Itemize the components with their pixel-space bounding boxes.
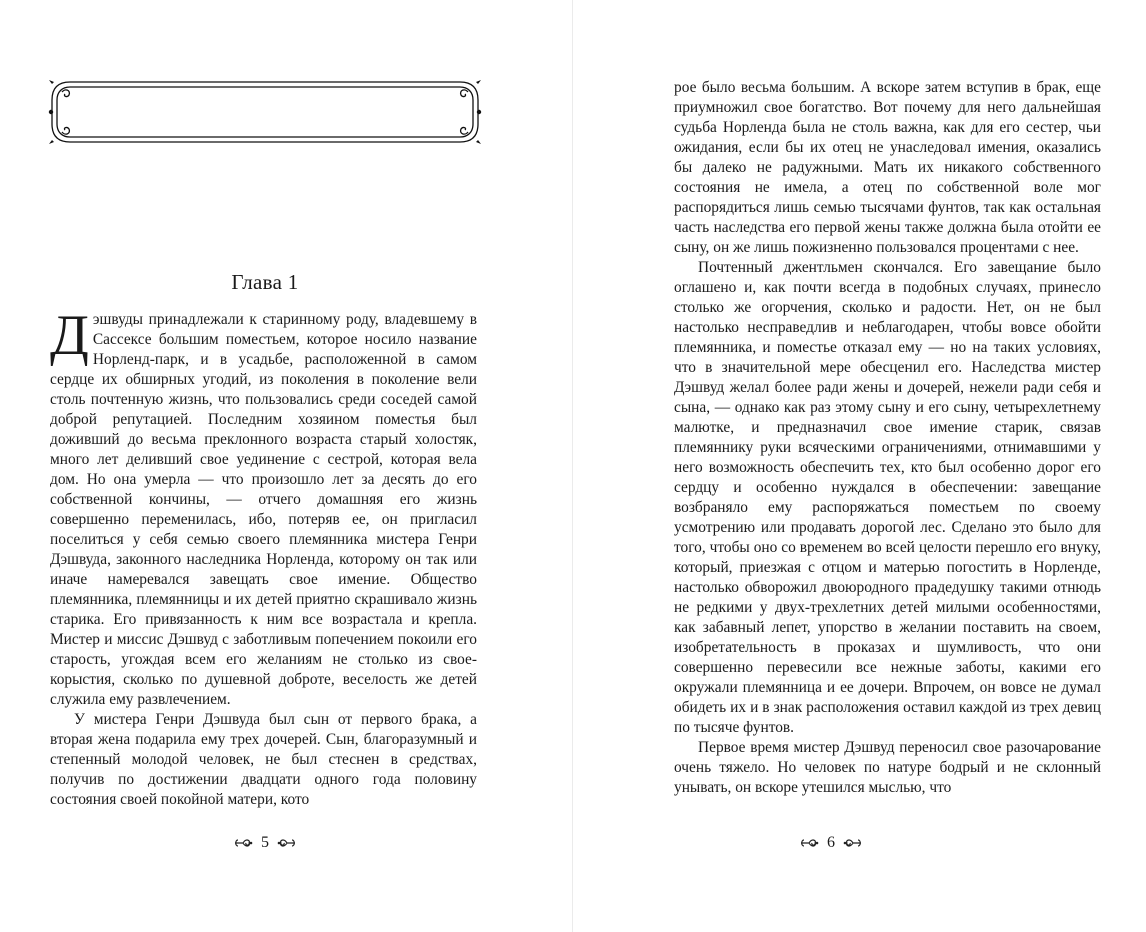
chapter-heading-frame (48, 78, 482, 146)
fleuron-right-icon (843, 836, 863, 850)
chapter-title: Глава 1 (231, 270, 299, 294)
left-page-body (50, 304, 477, 810)
page-number-footer (215, 832, 315, 854)
paragraph: Почтенный джентльмен скончался. Его завещание было оглашено и, как почти всегда в подобных случаях, принесло столько же огорчения, сколько и радости. Нет, он не был настолько несправедлив и неблагодарен, чтобы вовсе обойти племянника, и поместье отказал ему — но на таких условиях, что в значительной мере обесценил его. Наследства мистер Дэшвуд желал более ради жены и дочерей, нежели ради себя и сына, — однако как раз этому сыну и его сыну, четырехлетнему малютке, и предназначил свое имение старик, связав племяннику руки всяческими ограничениями, отнимавшими у него возможность обеспечить тех, кто был особенно дорог его сердцу и особенно нуждался в обеспечении: завещание возбраняло ему распоряжаться поместьем по своему усмотрению или продавать дорогой лес. Сделано это было для того, чтобы оно со временем во всей целости перешло его внуку, который, приезжая с отцом и матерью погостить в Норленде, настолько обворожил двоюродного прадедушку такими отнюдь не редкими у двух-трехлетних детей милыми особенностями, как забавный лепет, упорство в желании поставить на своем, изобретательность в проказах и шумливость, что они совершенно перевесили все нежные заботы, какими его окружали племянница и ее дочери. Впрочем, он вовсе не думал обидеть их и в знак расположения оставил каждой из трех девиц по тысяче фунтов. (674, 259, 1101, 736)
fleuron-left-icon (799, 836, 819, 850)
paragraph-text: эшвуды принадлежали к старинному роду, владевшему в Сассексе большим поместьем, которое носило название Норленд-парк, и в усадьбе, расположенной в самом сердце их обширных угодий, из поколения в поколение вели столь почтенную жизнь, что пользовались среди соседей самой доброй репутацией. Последним хозяином поместья был доживший до весьма преклонного возраста старый холостяк, много лет деливший свое уединение с сестрой, которая вела дом. Но она умерла — что произошло лет за десять до его собственной кончины, — отчего домашняя его жизнь совершенно переменилась, ибо, потеряв ее, он пригласил поселиться у себя семью своего племянника мистера Генри Дэшвуда, законного наследника Норленда, которому он так или иначе намеревался завещать свое имение. Общество племянника, племянницы и их детей приятно скрашивало жизнь старика. Его привязанность к ним все возрастала и крепла. Мистер и миссис Дэшвуд с заботливым попечением покоили его старость, угождая всем его желаниям не столько из своекорыстия, сколько по душевной доброте, веселость же детей служила ему развлечением. (50, 311, 477, 708)
page-number: 5 (261, 834, 269, 851)
right-page-body (674, 78, 1101, 798)
fleuron-right-icon (277, 836, 297, 850)
page-number-footer (781, 832, 881, 854)
paragraph: Первое время мистер Дэшвуд переносил свое разочарование очень тяжело. Но человек по натуре бодрый и не склонный унывать, он вскоре утешился мыслью, что (674, 739, 1101, 796)
right-page (573, 0, 1146, 932)
paragraph: У мистера Генри Дэшвуда был сын от первого брака, а вторая жена подарила ему трех дочерей. Сын, благоразумный и степенный молодой человек, не был стеснен в средствах, получив по достижении двадцати одного года половину состояния своей покойной матери, кото (50, 711, 477, 808)
page-number: 6 (827, 834, 835, 851)
drop-cap: Д (50, 304, 89, 367)
paragraph: рое было весьма большим. А вскоре затем вступив в брак, еще приумножил свое богатство. Вот почему для него дальнейшая судьба Норленда была не столь важна, как для его сестер, чьи ожидания, если бы их отец не унаследовал имения, оказались бы далеко не радужными. Мать их никакого собственного состояния не имела, а отец по собственной воле мог распорядиться лишь семью тысячами фунтов, так как остальная часть наследства его первой жены также должна была отойти ее сыну, он же лишь пожизненно пользовался процентами с нее. (674, 79, 1101, 256)
fleuron-left-icon (233, 836, 253, 850)
paragraph (50, 304, 477, 710)
